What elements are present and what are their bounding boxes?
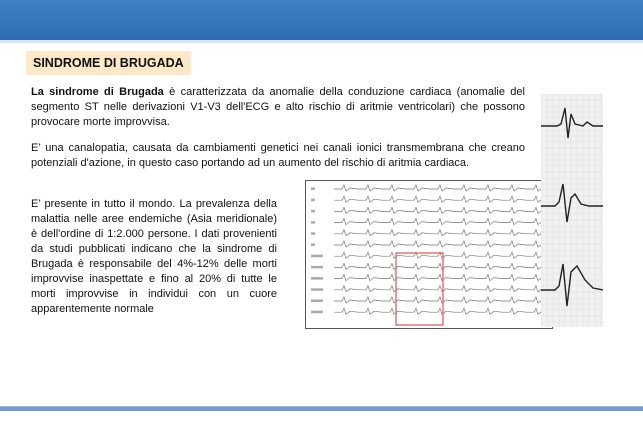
ecg-detail-image (541, 94, 603, 327)
paragraph-definition (31, 85, 525, 130)
ecg-lead-label (311, 221, 315, 224)
footer-line (0, 406, 643, 411)
ecg-lead-trace (334, 207, 550, 213)
ecg-lead-trace (334, 286, 550, 292)
st-highlight-box (396, 253, 443, 325)
paragraph-channelopathy: E’ una canalopatia, causata da cambiamenti genetici nei canali ionici transmembrana che creano potenziali d'azione, in questo caso portando ad un aumento del rischio di aritmia cardiaca. (31, 142, 525, 169)
ecg-lead-trace (334, 297, 550, 303)
ecg-lead-label (311, 288, 323, 291)
ecg-lead-label (311, 300, 323, 303)
ecg-lead-trace (334, 308, 550, 314)
ecg-lead-label (311, 255, 323, 258)
paragraph-prevalence: E’ presente in tutto il mondo. La prevalenza della malattia nelle aree endemiche (Asia meridionale) è dell'ordine di 1:2.000 persone. I dati provenienti da studi pubblicati indicano che la sindrome di Brugada è responsabile del 4%-12% delle morti improvvise inaspettate e fino al 20% di tutte le morti improvvise in individui con un cuore apparentemente normale (31, 198, 277, 315)
ecg-lead-trace (334, 241, 550, 247)
ecg-lead-label (311, 210, 315, 213)
ecg-lead-trace (334, 275, 550, 281)
ecg-lead-trace (334, 219, 550, 225)
ecg-detail-wave (541, 108, 603, 138)
slide-title: SINDROME DI BRUGADA (26, 51, 191, 75)
term-bold: La sindrome di Brugada (31, 86, 164, 98)
ecg-traces (306, 181, 552, 328)
definition-text: è caratterizzata da anomalie della conduzione cardiaca (anomalie del segmento ST nelle derivazioni V1-V3 dell'ECG e alto rischio di aritmie ventricolari) che possono provocare morte improvvisa. (31, 86, 525, 128)
ecg-lead-trace (334, 263, 550, 269)
ecg-lead-label (311, 188, 315, 191)
ecg-detail-wave (541, 264, 603, 306)
ecg-lead-label (311, 232, 315, 235)
ecg-lead-label (311, 311, 323, 314)
ecg-lead-label (311, 199, 315, 202)
ecg-lead-trace (334, 230, 550, 236)
ecg-detail-wave (541, 184, 603, 222)
ecg-lead-trace (334, 185, 550, 191)
ecg-lead-label (311, 266, 323, 269)
ecg-lead-trace (334, 196, 550, 202)
ecg-lead-label (311, 277, 323, 280)
ecg-12-lead-image (305, 180, 553, 329)
ecg-lead-label (311, 244, 315, 247)
header-bar (0, 0, 643, 43)
ecg-detail-traces (541, 94, 603, 327)
